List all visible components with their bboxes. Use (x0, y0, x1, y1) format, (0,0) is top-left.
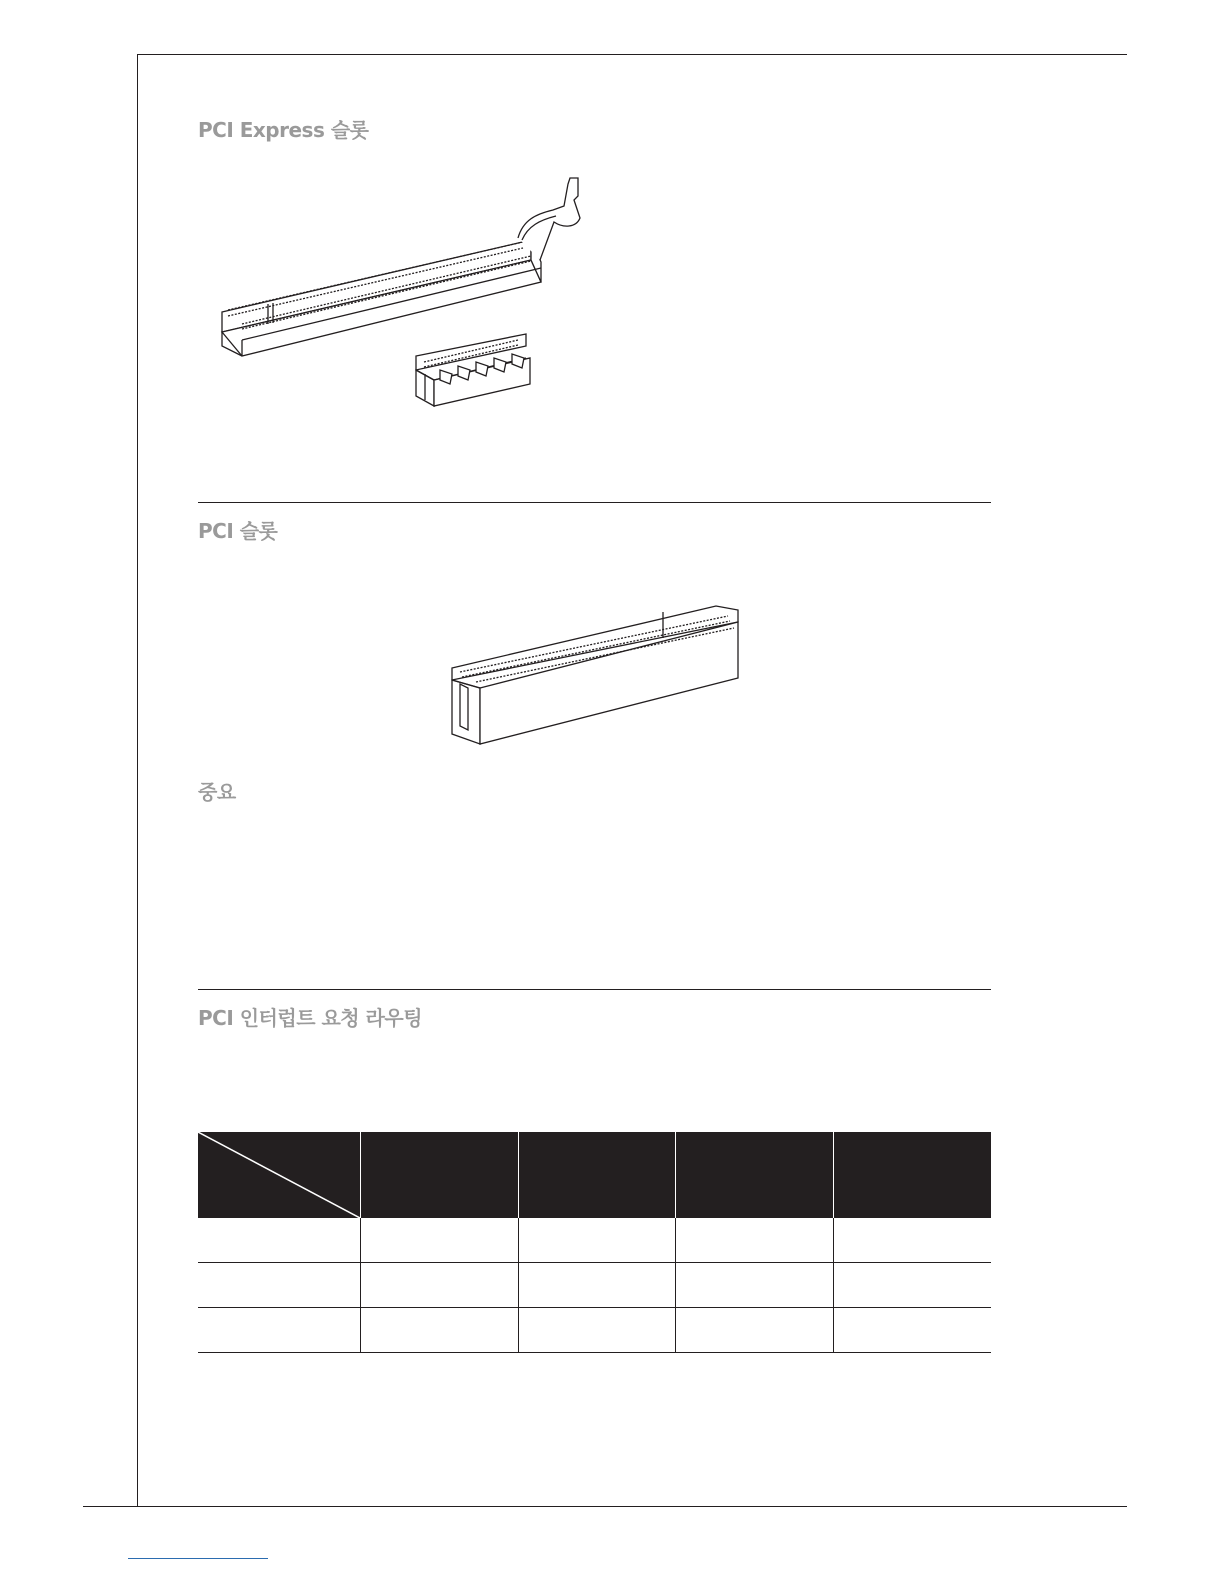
section-title-pci: PCI 슬롯 (198, 519, 278, 543)
table-header-row (198, 1132, 991, 1218)
pci-slot-illustration (448, 602, 744, 748)
page-frame-left (137, 54, 138, 1506)
table-cell (833, 1263, 991, 1308)
table-cell (518, 1263, 676, 1308)
table-header-cell (361, 1132, 519, 1218)
table-cell (676, 1218, 834, 1263)
section-title-important: 중요 (198, 780, 236, 804)
table-header-cell (518, 1132, 676, 1218)
footer-link-underline (128, 1558, 268, 1559)
section-title-irq-routing: PCI 인터럽트 요청 라우팅 (198, 1006, 423, 1030)
section-divider (198, 502, 991, 503)
table-cell (198, 1308, 361, 1353)
table-cell (833, 1308, 991, 1353)
table-cell (198, 1218, 361, 1263)
table-cell (833, 1218, 991, 1263)
table-cell (676, 1308, 834, 1353)
table-cell (518, 1308, 676, 1353)
table-cell (676, 1263, 834, 1308)
table-row (198, 1308, 991, 1353)
section-title-pcie: PCI Express 슬롯 (198, 118, 369, 142)
table-header-cell (833, 1132, 991, 1218)
table-cell (198, 1263, 361, 1308)
section-divider (198, 989, 991, 990)
diagonal-divider (198, 1132, 360, 1218)
table-row (198, 1218, 991, 1263)
irq-routing-table (198, 1132, 991, 1353)
table-header-cell (676, 1132, 834, 1218)
table-corner-cell (198, 1132, 361, 1218)
page-frame-top (137, 54, 1127, 55)
table-cell (361, 1263, 519, 1308)
table-cell (361, 1218, 519, 1263)
table-row (198, 1263, 991, 1308)
table-cell (518, 1218, 676, 1263)
page-frame-bottom (83, 1506, 1127, 1507)
table-cell (361, 1308, 519, 1353)
pcie-slot-illustration (218, 174, 598, 412)
